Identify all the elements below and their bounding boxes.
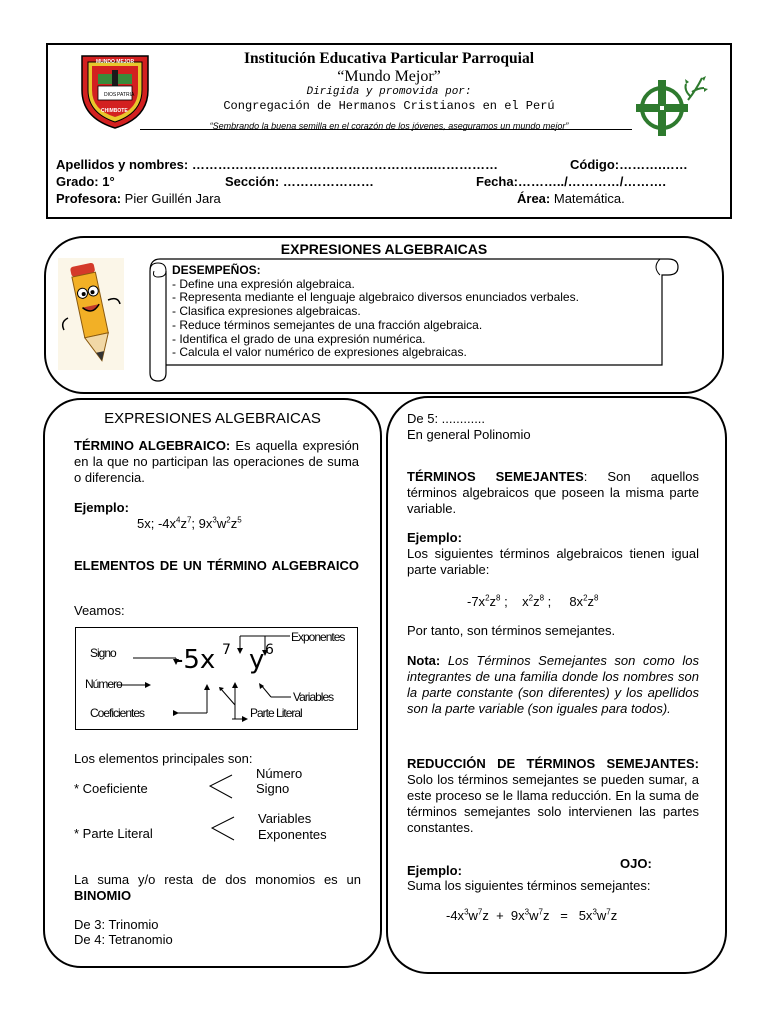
coef-bracket-icon (206, 772, 236, 802)
cross-emblem-logo (630, 72, 716, 142)
date-value[interactable]: ………../…………/………. (517, 174, 666, 189)
term-label: TÉRMINO ALGEBRAICO: (74, 438, 231, 453)
objectives-heading: DESEMPEÑOS: (172, 263, 261, 277)
reduction-example: $-4x^3w^7z + 9x^3w^7z = 5x^3w^7z$ (446, 907, 618, 923)
diagram-var2: y (249, 645, 265, 675)
binomio-text: La suma y/o resta de dos monomios es un (74, 872, 361, 887)
teacher-label: Profesora: (56, 191, 122, 206)
names-value[interactable]: ………………………………………………..…………… (191, 157, 499, 172)
area-value: Matemática. (553, 191, 625, 206)
objective-item: - Define una expresión algebraica. (172, 276, 355, 291)
school-name: “Mundo Mejor” (337, 68, 441, 85)
grade-row (56, 174, 115, 190)
diagram-label-signo: Signo (90, 646, 116, 660)
term-examples: 5x; $-4x^4z^7$; $9x^3w^2z^5$ (137, 515, 242, 531)
literal-label: * Parte Literal (74, 826, 153, 841)
directed-by: Dirigida y promovida por: (306, 86, 472, 98)
veamos: Veamos: (74, 603, 125, 618)
crest-text-top: MUNDO MEJOR (96, 59, 135, 65)
diagram-label-exponentes: Exponentes (291, 630, 345, 644)
objective-item: - Identifica el grado de una expresión numérica. (172, 331, 426, 346)
nota-label: Nota: (407, 653, 441, 668)
institution-name: Institución Educativa Particular Parroquial (243, 50, 535, 67)
diagram-label-coeficientes: Coeficientes (90, 706, 145, 720)
crest-text-patria: PATRIA (117, 92, 135, 98)
names-label: Apellidos y nombres: (56, 157, 189, 172)
reduccion-paragraph (407, 756, 699, 836)
literal-option-variables: Variables (258, 811, 312, 826)
objectives-list (172, 264, 579, 360)
date-label: Fecha: (476, 174, 518, 189)
literal-bracket-icon (208, 814, 238, 844)
nota-paragraph (407, 653, 699, 717)
code-label: Código: (570, 157, 620, 172)
objectives-title: EXPRESIONES ALGEBRAICAS (280, 241, 488, 257)
example-text-right: Los siguientes términos algebraicos tienen igual parte variable: (407, 546, 699, 577)
literal-options (258, 811, 327, 842)
motto: “Sembrando la buena semilla en el corazón de los jóvenes, aseguramos un mundo mejor” (209, 121, 569, 131)
term-text: Es aquella expresión en la que no participan las operaciones de suma o diferencia. (74, 438, 359, 485)
reduccion-text: Solo los términos semejantes se pueden sumar, a este proceso se le llama reducción. En la suma de términos semejantes solo intervienen las partes constantes. (407, 772, 699, 835)
principal-elements: Los elementos principales son: (74, 751, 253, 766)
literal-option-exponents: Exponentes (258, 826, 327, 842)
de5: De 5: ............ (407, 411, 486, 426)
diagram-label-numero: Número (85, 677, 122, 691)
term-definition (74, 438, 359, 486)
example2-label: Ejemplo: (407, 863, 462, 878)
diagram-label-parte-literal: Parte Literal (250, 706, 302, 720)
conclusion: Por tanto, son términos semejantes. (407, 623, 616, 638)
semejantes-label: TÉRMINOS SEMEJANTES (407, 469, 584, 484)
ojo-label: OJO: (620, 856, 652, 871)
diagram-coef: -5x (174, 645, 216, 675)
binomio-paragraph (74, 872, 361, 904)
binomio-word: BINOMIO (74, 888, 132, 903)
area-label: Área: (517, 191, 551, 206)
de4: De 4: Tetranomio (74, 932, 173, 947)
pencil-mascot-icon (58, 258, 124, 370)
code-row (570, 157, 688, 173)
names-row (56, 157, 498, 173)
objective-item: - Clasifica expresiones algebraicas. (172, 304, 361, 319)
example-label: Ejemplo: (74, 500, 129, 515)
objective-item: - Representa mediante el lenguaje algebraico diversos enunciados verbales. (172, 290, 579, 305)
coef-label: * Coeficiente (74, 781, 148, 796)
section-label: Sección: (225, 174, 280, 189)
nota-text: Los Términos Semejantes son como los integrantes de una familia donde los nombres son la parte constante (son diferentes) y los apellidos son la parte variable (son iguales para todos). (407, 653, 699, 716)
example-label-right: Ejemplo: (407, 530, 462, 545)
date-row (476, 174, 666, 190)
reduccion-label: REDUCCIÓN DE TÉRMINOS SEMEJANTES: (407, 756, 699, 771)
congregation: Congregación de Hermanos Cristianos en el Perú (223, 99, 555, 113)
similar-terms-examples: $-7x^2z^8$ ; $x^2z^8$ ; $8x^2z^8$ (467, 593, 599, 609)
grade-label: Grado: (56, 174, 99, 189)
objective-item: - Calcula el valor numérico de expresiones algebraicas. (172, 345, 467, 360)
code-value[interactable]: ……….…… (619, 157, 688, 172)
objective-item: - Reduce términos semejantes de una fracción algebraica. (172, 317, 483, 332)
teacher-value: Pier Guillén Jara (124, 191, 221, 206)
section-value[interactable]: ………………… (282, 174, 374, 189)
de3: De 3: Trinomio (74, 917, 159, 932)
diagram-exp1: 7 (222, 642, 231, 658)
crest-text-bottom: CHIMBOTE (101, 108, 128, 114)
diagram-exp2: 6 (265, 642, 274, 658)
general-polynomial: En general Polinomio (407, 427, 531, 442)
school-crest-logo (76, 50, 154, 130)
area-row (517, 191, 625, 207)
diagram-label-variables: Variables (293, 690, 334, 704)
grade-value: 1° (102, 174, 115, 189)
header-divider (140, 129, 632, 130)
coef-options (256, 766, 302, 796)
teacher-row (56, 191, 221, 207)
left-title: EXPRESIONES ALGEBRAICAS (104, 410, 321, 427)
crest-text-dios: DIOS (104, 92, 117, 98)
semejantes-paragraph (407, 469, 699, 517)
semejantes-text: : Son aquellos términos algebraicos que poseen la misma parte variable. (407, 469, 699, 516)
elements-heading: ELEMENTOS DE UN TÉRMINO ALGEBRAICO (74, 558, 359, 573)
coef-option-sign: Signo (256, 781, 290, 796)
section-row (225, 174, 374, 190)
example2-text: Suma los siguientes términos semejantes: (407, 878, 651, 893)
coef-option-number: Número (256, 766, 303, 781)
elements-heading-line1 (74, 558, 359, 574)
